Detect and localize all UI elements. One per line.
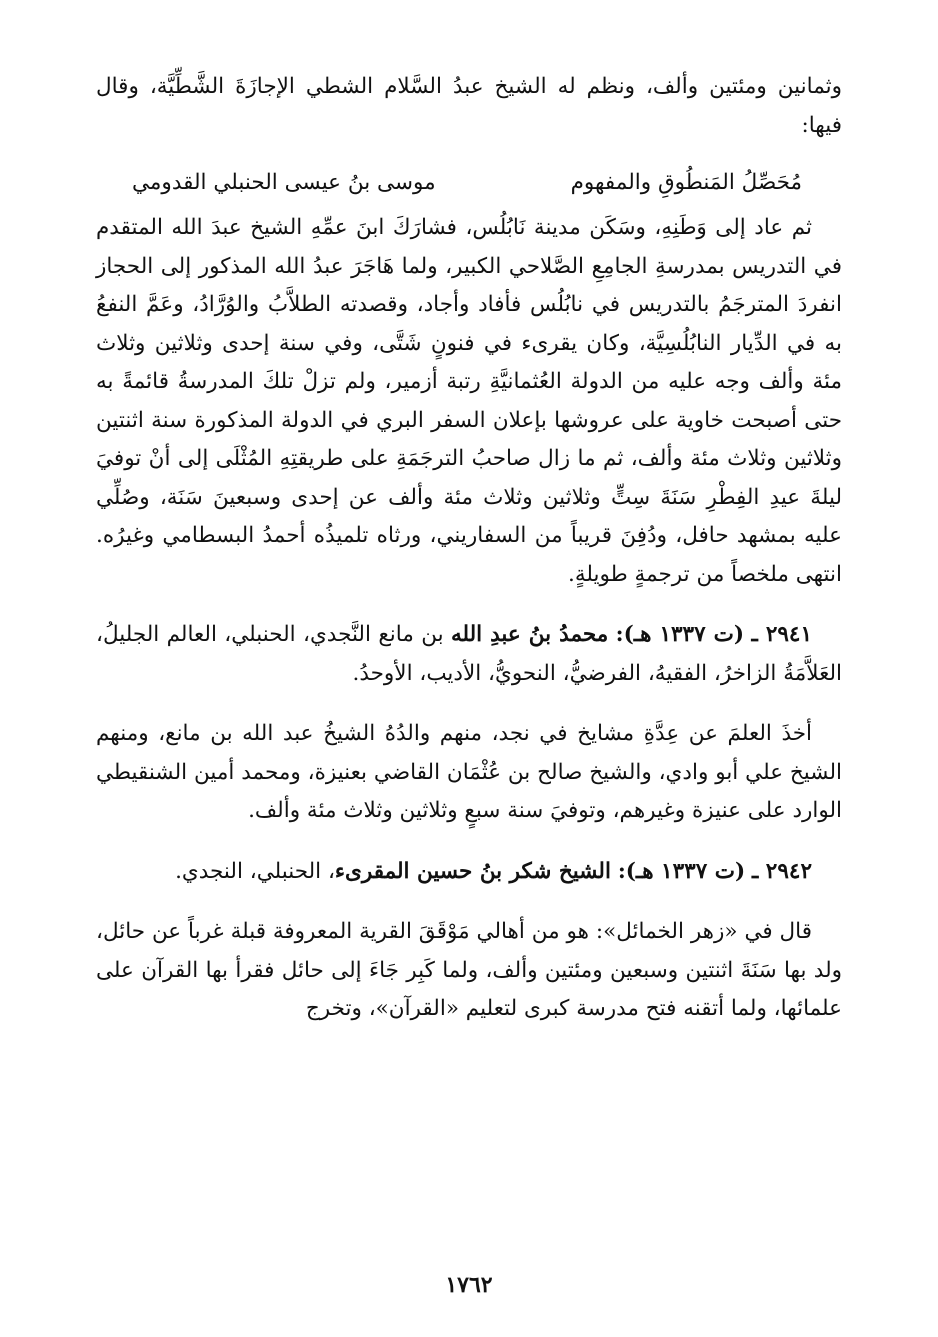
entry-date: (ت ١٣٣٧ هـ): <box>615 622 745 647</box>
entry-name: محمدُ بنُ عبدِ الله <box>450 622 609 647</box>
entry-heading-2942 <box>96 853 842 892</box>
verse-hemistich-first: مُحَصِّلُ المَنطُوقِ والمفهوم <box>570 170 802 195</box>
entry-name: الشيخ شكر بنُ حسين المقرىء <box>334 858 611 884</box>
entry-heading-2941 <box>96 616 842 693</box>
page-number: ١٧٦٢ <box>445 1272 493 1298</box>
entry-description: بن مانع النَّجدي، الحنبلي، العالم الجليلُ، العَلاَّمَةُ الزاخرُ، الفقيهُ، الفرضيُّ، النحويُّ، الأديب، الأوحدُ. <box>96 622 842 686</box>
entry-number: ٢٩٤١ ـ <box>751 622 813 647</box>
entry-body-2942: قال في «زهر الخمائل»: هو من أهالي مَوْقَقَ القرية المعروفة قبلة غرباً عن حائل، ولد بها سَنَةَ اثنتين وسبعين ومئتين وألف، ولما كَبِر جَاءَ إلى حائل فقرأ بها القرآن على علمائها، ولما أتقنه فتح مدرسة كبرى لتعليم «القرآن»، وتخرج <box>96 919 842 1021</box>
entry-date: (ت ١٣٣٧ هـ): <box>617 858 746 884</box>
entry-description: ، الحنبلي، النجدي. <box>175 858 335 884</box>
paragraph-biography: ثم عاد إلى وَطَنِهِ، وسَكَن مدينة نَابُلُس، فشارَكَ ابنَ عمِّهِ الشيخ عبدَ الله المتقدم في التدريس بمدرسةِ الجامِعِ الصَّلاحي الكبير، ولما هَاجَرَ عبدُ الله المذكور إلى الحجاز انفردَ المترجَمُ بالتدريس في نابُلُس فأفاد وأجاد، وقصدته الطلاَّبُ والوُرَّادُ، وعَمَّ النفعُ به في الدِّيار النابُلُسِيَّة، وكان يقرىء في فنونٍ شَتَّى، وفي سنة إحدى وثلاثين وثلاث مئة وألف وجه عليه من الدولة العُثمانيَّةِ رتبة أزمير، ولم تزلْ تلكَ المدرسةُ قائمةً به حتى أصبحت خاوية على عروشها بإعلان السفر البري في الدولة المذكورة سنة اثنتين وثلاثين وثلاث مئة وألف، ثم ما زال صاحبُ الترجَمَةِ على طريقتِهِ المُثْلَى إلى أنْ توفيَ ليلةَ عيدِ الفِطْرِ سَنَةَ سِتٍّ وثلاثين وثلاث مئة وألف عن إحدى وسبعينَ سَنَة، وصُلِّي عليه بمشهد حافل، ودُفِنَ قريباً من السفاريني، ورثاه تلميذُه أحمدُ البسطامي وغيرُه. انتهى ملخصاً من ترجمةٍ طويلةٍ. <box>96 215 842 587</box>
entry-number: ٢٩٤٢ ـ <box>752 858 812 884</box>
entry-body-2941: أخذَ العلمَ عن عِدَّةِ مشايخ في نجد، منهم والدُهُ الشيخُ عبد الله بن مانع، ومنهم الشيخ علي أبو وادي، والشيخ صالح بن عُثْمَان القاضي بعنيزة، ومحمد أمين الشنقيطي الوارد على عنيزة وغيرهم، وتوفيَ سنة سبعٍ وثلاثين وثلاث مئة وألف. <box>96 721 842 823</box>
paragraph-continuation: وثمانين ومئتين وألف، ونظم له الشيخ عبدُ السَّلام الشطي الإجازَةَ الشَّطِّيَّة، وقال فيها: <box>96 74 842 138</box>
verse-line <box>132 163 802 203</box>
verse-hemistich-second: موسى بنُ عيسى الحنبلي القدومي <box>132 170 436 195</box>
